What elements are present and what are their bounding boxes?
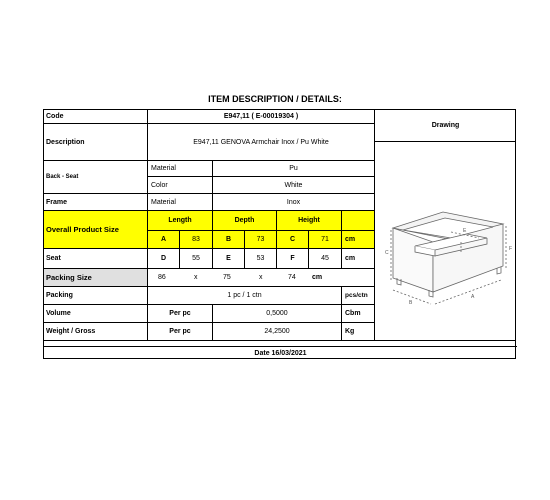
description-value: E947,11 GENOVA Armchair Inox / Pu White bbox=[148, 124, 375, 161]
packing-size-x1: x bbox=[194, 274, 198, 281]
volume-per: Per pc bbox=[148, 305, 213, 323]
packing-size-label: Packing Size bbox=[44, 269, 148, 287]
back-seat-material-label: Material bbox=[148, 161, 213, 177]
armchair-drawing bbox=[375, 180, 515, 320]
packing-label: Packing bbox=[44, 287, 148, 305]
weight-value: 24,2500 bbox=[213, 323, 342, 341]
packing-value: 1 pc / 1 ctn bbox=[148, 287, 342, 305]
packing-size-unit: cm bbox=[312, 274, 323, 281]
frame-label: Frame bbox=[44, 194, 148, 211]
weight-per: Per pc bbox=[148, 323, 213, 341]
seat-label: Seat bbox=[44, 249, 148, 269]
frame-material-value: Inox bbox=[213, 194, 375, 211]
letter-f: F bbox=[277, 249, 309, 269]
back-seat-material-value: Pu bbox=[213, 161, 375, 177]
drawing-letter-b: B bbox=[409, 300, 413, 306]
packing-size-depth: 75 bbox=[223, 274, 231, 281]
drawing-letter-f: F bbox=[509, 246, 513, 252]
volume-value: 0,5000 bbox=[213, 305, 342, 323]
packing-unit: pcs/ctn bbox=[342, 287, 375, 305]
letter-a: A bbox=[148, 231, 180, 249]
volume-unit: Cbm bbox=[342, 305, 375, 323]
packing-size-values bbox=[148, 269, 375, 287]
value-b: 73 bbox=[245, 231, 277, 249]
packing-size-length: 86 bbox=[158, 274, 166, 281]
drawing-header: Drawing bbox=[375, 110, 516, 142]
value-d: 55 bbox=[180, 249, 213, 269]
packing-size-height: 74 bbox=[288, 274, 296, 281]
drawing-letter-e: E bbox=[463, 228, 467, 234]
frame-material-label: Material bbox=[148, 194, 213, 211]
seat-unit: cm bbox=[342, 249, 375, 269]
overall-unit: cm bbox=[342, 231, 375, 249]
code-label: Code bbox=[44, 110, 148, 124]
volume-label: Volume bbox=[44, 305, 148, 323]
description-label: Description bbox=[44, 124, 148, 161]
armchair-outline bbox=[391, 212, 506, 304]
value-a: 83 bbox=[180, 231, 213, 249]
back-seat-color-value: White bbox=[213, 177, 375, 194]
overall-size-label: Overall Product Size bbox=[44, 211, 148, 249]
weight-label: Weight / Gross bbox=[44, 323, 148, 341]
depth-header: Depth bbox=[213, 211, 277, 231]
value-e: 53 bbox=[245, 249, 277, 269]
letter-c: C bbox=[277, 231, 309, 249]
value-c: 71 bbox=[309, 231, 342, 249]
drawing-letter-a: A bbox=[471, 294, 475, 300]
document-date: Date 16/03/2021 bbox=[254, 349, 307, 357]
item-details-sheet bbox=[43, 109, 516, 359]
letter-b: B bbox=[213, 231, 245, 249]
value-f: 45 bbox=[309, 249, 342, 269]
weight-unit: Kg bbox=[342, 323, 375, 341]
overall-unit-header-blank bbox=[342, 211, 375, 231]
code-value: E947,11 ( E-00019304 ) bbox=[148, 110, 375, 124]
length-header: Length bbox=[148, 211, 213, 231]
back-seat-label: Back - Seat bbox=[44, 161, 148, 194]
letter-e: E bbox=[213, 249, 245, 269]
document-title: ITEM DESCRIPTION / DETAILS: bbox=[208, 94, 342, 104]
height-header: Height bbox=[277, 211, 342, 231]
back-seat-color-label: Color bbox=[148, 177, 213, 194]
packing-size-x2: x bbox=[259, 274, 263, 281]
drawing-letter-c: C bbox=[385, 250, 389, 256]
letter-d: D bbox=[148, 249, 180, 269]
